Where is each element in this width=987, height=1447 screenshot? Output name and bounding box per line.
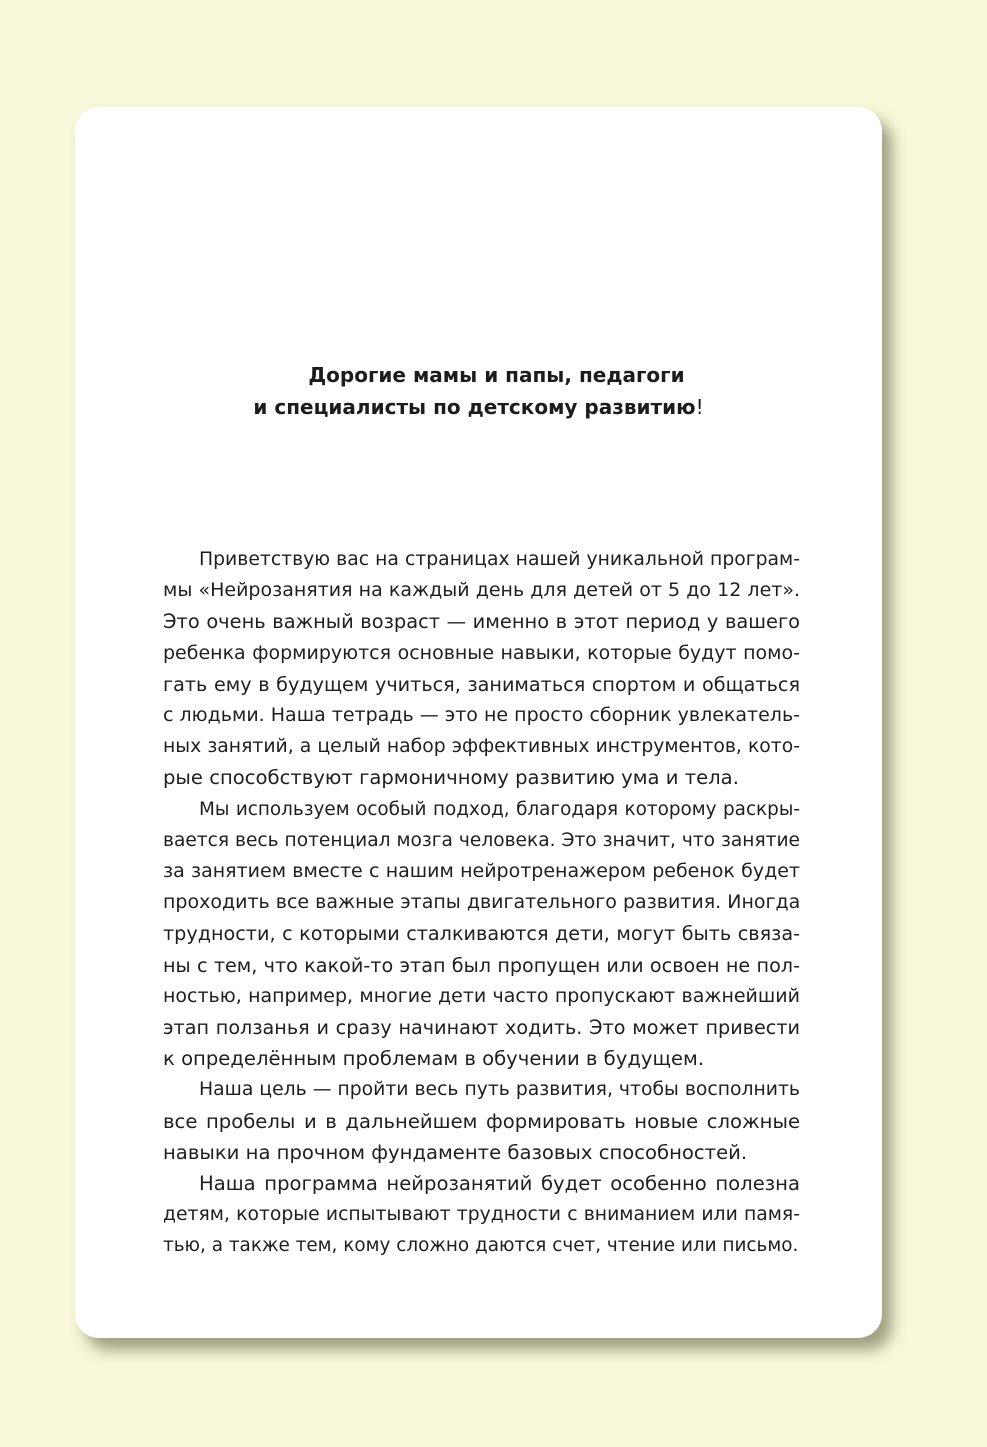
page-card <box>75 107 882 1338</box>
text-line: гать ему в будущем учиться, заниматься спортом и общаться <box>163 672 800 696</box>
heading-line-2 <box>75 391 882 423</box>
paragraph <box>163 1074 800 1168</box>
text-line: к определённым проблемам в обучении в будущем. <box>163 1047 705 1071</box>
text-line: рые способствуют гармоничному развитию ума и тела. <box>163 766 739 790</box>
page-heading <box>75 359 882 423</box>
text-line: проходить все важные этапы двигательного развития. Иногда <box>163 891 801 914</box>
heading-line-2-text: и специалисты по детскому развитию <box>253 395 696 419</box>
heading-line-1: Дорогие мамы и папы, педагоги <box>308 363 685 387</box>
text-line: мы «Нейрозанятия на каждый день для детей от 5 до 12 лет». <box>163 579 800 602</box>
paragraph <box>163 544 800 794</box>
text-line: ных занятий, а целый набор эффективных инструментов, кото- <box>163 736 800 758</box>
text-line: ребенка формируются основные навыки, которые будут помо- <box>163 641 800 664</box>
paragraph <box>163 794 800 1075</box>
text-line: ностью, например, многие дети часто пропускают важнейший <box>163 984 800 1007</box>
text-line: навыки на прочном фундаменте базовых способностей. <box>163 1140 748 1164</box>
text-line: с людьми. Наша тетрадь — это не просто сборник увлекатель- <box>163 704 800 727</box>
text-line: Наша программа нейрозанятий будет особенно полезна <box>199 1172 800 1196</box>
text-line: Приветствую вас на страницах нашей уникальной програм- <box>199 549 800 570</box>
text-line: ны с тем, что какой-то этап был пропущен или освоен не пол- <box>163 953 800 977</box>
text-line: все пробелы и в дальнейшем формировать новые сложные <box>163 1109 800 1133</box>
text-line: Мы используем особый подход, благодаря которому раскры- <box>199 798 800 820</box>
text-line: за занятием вместе с нашим нейротренажером ребенок будет <box>163 860 800 883</box>
text-line: детям, которые испытывают трудности с вниманием или памя- <box>163 1204 800 1226</box>
text-line: Это очень важный возраст — именно в этот период у вашего <box>163 610 800 634</box>
paragraph <box>163 1168 800 1262</box>
heading-exclamation: ! <box>695 395 704 419</box>
body-text <box>163 544 800 1262</box>
text-line: вается весь потенциал мозга человека. Это значит, что занятие <box>163 829 800 851</box>
text-line: тью, а также тем, кому сложно даются счет, чтение или письмо. <box>163 1235 799 1257</box>
text-line: Наша цель — пройти весь путь развития, чтобы восполнить <box>199 1079 800 1101</box>
text-line: трудности, с которыми сталкиваются дети, могут быть связа- <box>163 922 800 946</box>
text-line: этап ползанья и сразу начинают ходить. Это может привести <box>163 1016 800 1040</box>
